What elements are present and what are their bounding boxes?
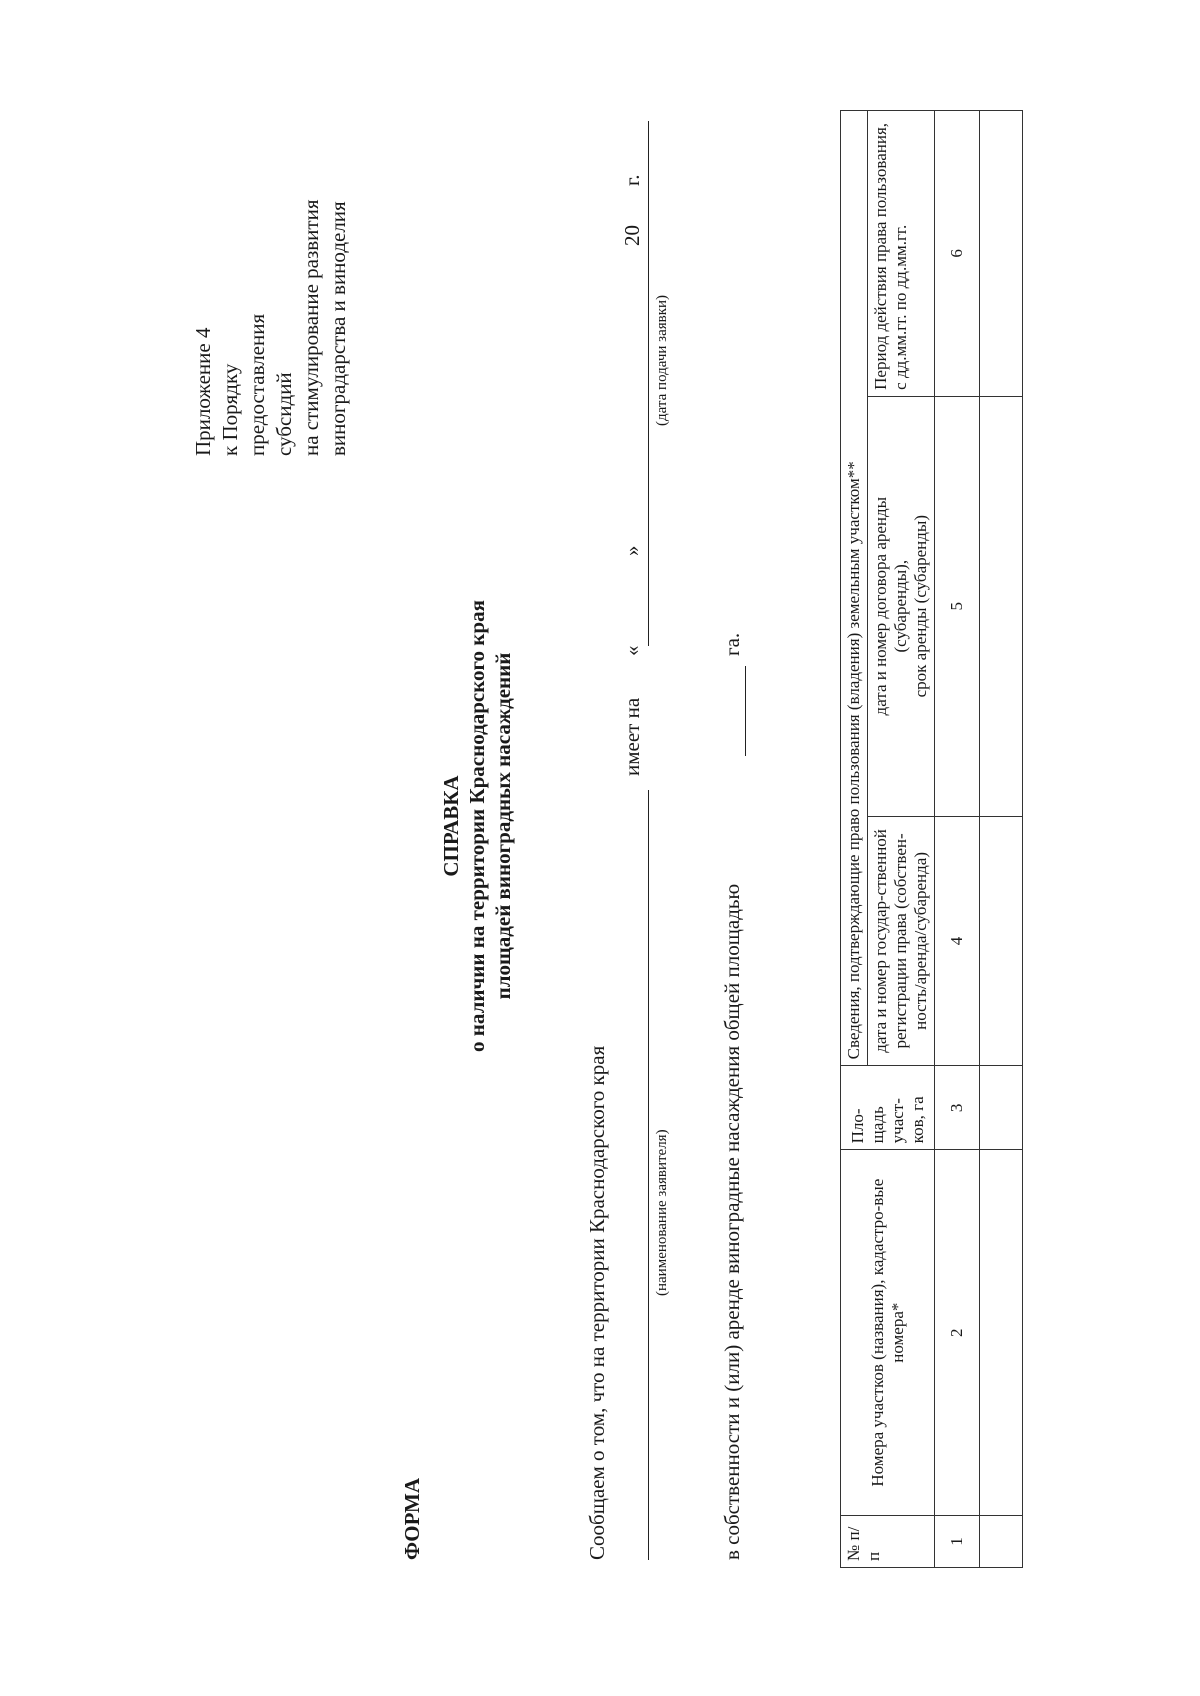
column-number: 2 xyxy=(935,1150,980,1516)
lease-header-line: (субаренды), xyxy=(891,559,910,653)
appendix-line: Приложение 4 xyxy=(191,327,215,456)
table-row xyxy=(980,111,1023,1568)
year-suffix: г. xyxy=(620,174,644,186)
header-plot-numbers: Номера участков (названия), кадастро-вые номера* xyxy=(841,1150,935,1516)
header-rights-group: Сведения, подтверждающие право пользования (владения) земельным участком** xyxy=(841,111,868,1066)
empty-cell[interactable] xyxy=(980,396,1023,816)
area-value-line xyxy=(745,666,746,756)
document-subtitle-line-1: о наличии на территории Краснодарского края xyxy=(465,600,489,1052)
lease-header-line: срок аренды (субаренды) xyxy=(911,514,930,698)
form-label: ФОРМА xyxy=(400,1477,424,1560)
empty-cell[interactable] xyxy=(980,1066,1023,1150)
column-number: 3 xyxy=(935,1066,980,1150)
column-number: 5 xyxy=(935,396,980,816)
column-number: 4 xyxy=(935,816,980,1066)
area-text: в собственности и (или) аренде виноградные насаждения общей площадью xyxy=(720,883,744,1560)
empty-cell[interactable] xyxy=(980,1516,1023,1568)
header-plot-area: Пло-щадь участ-ков, га xyxy=(841,1066,935,1150)
applicant-caption: (наименование заявителя) xyxy=(654,1129,670,1296)
year-prefix: 20 xyxy=(620,225,644,246)
column-number-row xyxy=(935,111,980,1568)
column-number: 1 xyxy=(935,1516,980,1568)
header-row-number: № п/п xyxy=(841,1516,935,1568)
intro-text: Сообщаем о том, что на территории Краснодарского края xyxy=(585,1045,609,1560)
appendix-line: к Порядку xyxy=(218,363,242,456)
lease-header-line: дата и номер договора аренды xyxy=(871,496,890,716)
quote-close: » xyxy=(620,545,644,556)
has-on-text: имеет на xyxy=(620,697,644,776)
table-header-row xyxy=(841,111,868,1568)
empty-cell[interactable] xyxy=(980,111,1023,397)
appendix-line: предоставления xyxy=(245,313,269,456)
appendix-block xyxy=(190,116,352,456)
appendix-line: субсидий xyxy=(272,372,296,456)
appendix-line: на стимулирование развития xyxy=(299,199,323,456)
empty-cell[interactable] xyxy=(980,1150,1023,1516)
header-state-registration: дата и номер государ-ственной регистрации права (собствен-ность/аренда/субаренда) xyxy=(868,816,935,1066)
quote-open: « xyxy=(620,645,644,656)
header-lease-contract xyxy=(868,396,935,816)
document-heading: СПРАВКА xyxy=(439,775,463,877)
submission-date-line xyxy=(648,121,649,646)
header-usage-period: Период действия права пользования, с дд.мм.гг. по дд.мм.гг. xyxy=(868,111,935,397)
appendix-line: виноградарства и виноделия xyxy=(326,201,350,456)
date-caption: (дата подачи заявки) xyxy=(654,294,670,426)
applicant-name-line xyxy=(648,790,649,1560)
empty-cell[interactable] xyxy=(980,816,1023,1066)
column-number: 6 xyxy=(935,111,980,397)
area-unit: га. xyxy=(720,632,744,656)
document-subtitle-line-2: площадей виноградных насаждений xyxy=(491,652,515,1000)
vineyard-plots-table xyxy=(840,110,1023,1568)
